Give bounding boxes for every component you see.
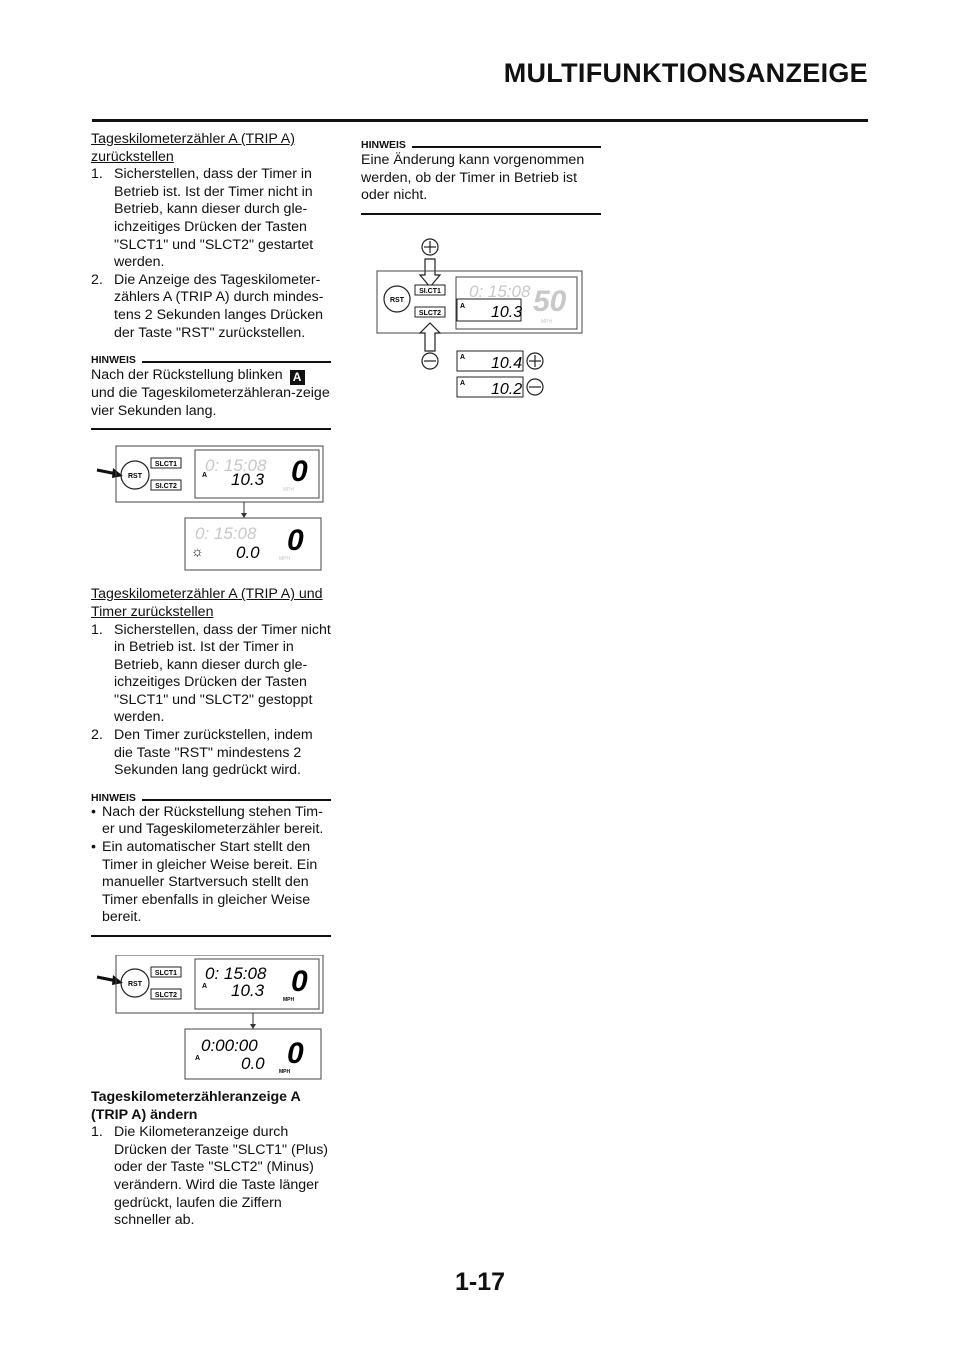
slct2-label: SI.CT2 <box>155 483 177 491</box>
unit-label: MPH <box>279 556 291 563</box>
note-label: HINWEIS <box>361 139 406 151</box>
slct2-label: SLCT2 <box>418 309 442 317</box>
left-column <box>91 131 331 1230</box>
trip-readout: 10.3 <box>491 303 523 321</box>
note-text: Eine Änderung kann vorgenommen werden, ob der Timer in Betrieb ist oder nicht. <box>361 152 585 204</box>
slct1-label: SLCT1 <box>154 970 178 977</box>
unit-label: MPH <box>541 318 553 325</box>
step-text: Die Anzeige des Tageskilometer-zählers A (TRIP A) durch mindes-tens 2 Sekunden langes Drücken der Taste "RST" zurückstellen. <box>114 271 324 341</box>
rst-label: RST <box>128 981 142 988</box>
note-text: Ein automatischer Start stellt den Timer in gleicher Weise bereit. Ein manueller Startversuch stellt den Timer ebenfalls in gleicher Weise bereit. <box>102 839 318 926</box>
trip-readout: 10.3 <box>231 981 265 1000</box>
trip-icon: A <box>460 379 466 387</box>
list-item <box>91 1124 331 1230</box>
steps-reset-trip-timer <box>91 622 331 780</box>
speed-readout: 0 <box>291 455 308 489</box>
header-rule <box>92 119 868 122</box>
trip-icon: A <box>195 1055 201 1062</box>
section-title-reset-trip: Tageskilometerzähler A (TRIP A) zurückstellen <box>91 131 295 165</box>
figure-reset-trip <box>91 444 331 574</box>
note-text: Nach der Rückstellung stehen Tim-er und Tageskilometerzähler bereit. <box>102 803 324 838</box>
unit-label: MPH <box>283 487 295 494</box>
middle-column <box>361 137 601 405</box>
note-box <box>361 137 601 215</box>
trip-readout-after: 0.0 <box>236 543 260 563</box>
trip-icon: A <box>202 983 208 990</box>
slct1-label: SI.CT1 <box>419 287 441 295</box>
trip-readout: 10.3 <box>231 470 265 490</box>
step-text: Die Kilometeranzeige durch Drücken der Taste "SLCT1" (Plus) oder der Taste "SLCT2" (Minus) verändern. Wird die Taste länger gedrückt, laufen die Ziffern schneller ab. <box>114 1124 329 1229</box>
step-number: 1. <box>91 1124 103 1141</box>
figure-change-trip <box>361 235 601 405</box>
step-text: Den Timer zurückstellen, indem die Taste "RST" mindestens 2 Sekunden lang gedrückt wird. <box>114 727 313 779</box>
list-item: • Ein automatischer Start stellt den Timer in gleicher Weise bereit. Ein manueller Startversuch stellt den Timer ebenfalls in gleicher Weise bereit. <box>91 839 318 926</box>
steps-reset-trip <box>91 166 331 342</box>
arrow-down-icon <box>420 259 440 287</box>
note-box <box>91 790 331 937</box>
note-box <box>91 352 331 430</box>
timer-readout: 0: 15:08 <box>205 456 267 476</box>
step-number: 2. <box>91 271 103 288</box>
timer-readout-after: 0:00:00 <box>201 1036 258 1055</box>
trip-readout-after: 0.0 <box>241 1054 265 1073</box>
speed-readout: 0 <box>291 965 308 998</box>
list-item <box>91 272 331 342</box>
unit-label: MPH <box>279 1069 291 1075</box>
blink-icon: ☼ <box>191 543 204 560</box>
trip-a-icon: A <box>290 370 305 385</box>
page-number: 1-17 <box>454 1268 506 1296</box>
steps-change-trip <box>91 1124 331 1230</box>
trip-icon: A <box>460 353 466 361</box>
unit-label: MPH <box>283 997 295 1003</box>
note-label: HINWEIS <box>91 354 136 367</box>
step-text: Sicherstellen, dass der Timer nicht in Betrieb ist. Ist der Timer in Betrieb, kann dieser durch gle-ichzeitiges Drücken der Tasten "SLCT1" und "SLCT2" gestoppt werden. <box>114 621 331 726</box>
list-item <box>91 622 331 728</box>
trip-plus-readout: 10.4 <box>491 354 523 372</box>
step-number: 1. <box>91 621 103 638</box>
section-title-change-trip: Tageskilometerzähleranzeige A (TRIP A) ändern <box>91 1089 301 1123</box>
list-item <box>91 166 331 272</box>
speed-readout-after: 0 <box>287 1037 304 1070</box>
note-text: Nach der Rückstellung blinken <box>91 367 283 384</box>
step-number: 1. <box>91 166 103 183</box>
speed-readout-after: 0 <box>287 524 304 558</box>
arrow-up-icon <box>420 323 440 351</box>
page-title: MULTIFUNKTIONSANZEIGE <box>503 58 868 88</box>
trip-icon: A <box>460 302 466 310</box>
rst-label: RST <box>128 473 142 481</box>
rst-label: RST <box>390 296 404 304</box>
timer-readout: 0: 15:08 <box>469 281 531 301</box>
figure-reset-trip-timer <box>91 955 331 1081</box>
list-item: • Nach der Rückstellung stehen Tim-er und Tageskilometerzähler bereit. <box>91 803 324 838</box>
trip-minus-readout: 10.2 <box>491 380 523 398</box>
slct2-label: SLCT2 <box>154 992 178 999</box>
slct1-label: SLCT1 <box>154 461 178 469</box>
step-number: 2. <box>91 727 103 744</box>
trip-icon: A <box>202 472 208 480</box>
timer-readout: 0: 15:08 <box>205 964 267 983</box>
note-label: HINWEIS <box>91 791 136 804</box>
list-item <box>91 727 331 780</box>
speed-readout: 50 <box>533 284 567 318</box>
section-title-reset-trip-timer: Tageskilometerzähler A (TRIP A) und Timer zurückstellen <box>91 586 323 620</box>
note-text: und die Tageskilometerzähleran-zeige vier Sekunden lang. <box>91 385 330 419</box>
step-text: Sicherstellen, dass der Timer in Betrieb ist. Ist der Timer nicht in Betrieb, kann dieser durch gle-ichzeitiges Drücken der Tasten "SLCT1" und "SLCT2" gestartet werden. <box>114 166 314 271</box>
timer-readout-after: 0: 15:08 <box>195 524 257 544</box>
